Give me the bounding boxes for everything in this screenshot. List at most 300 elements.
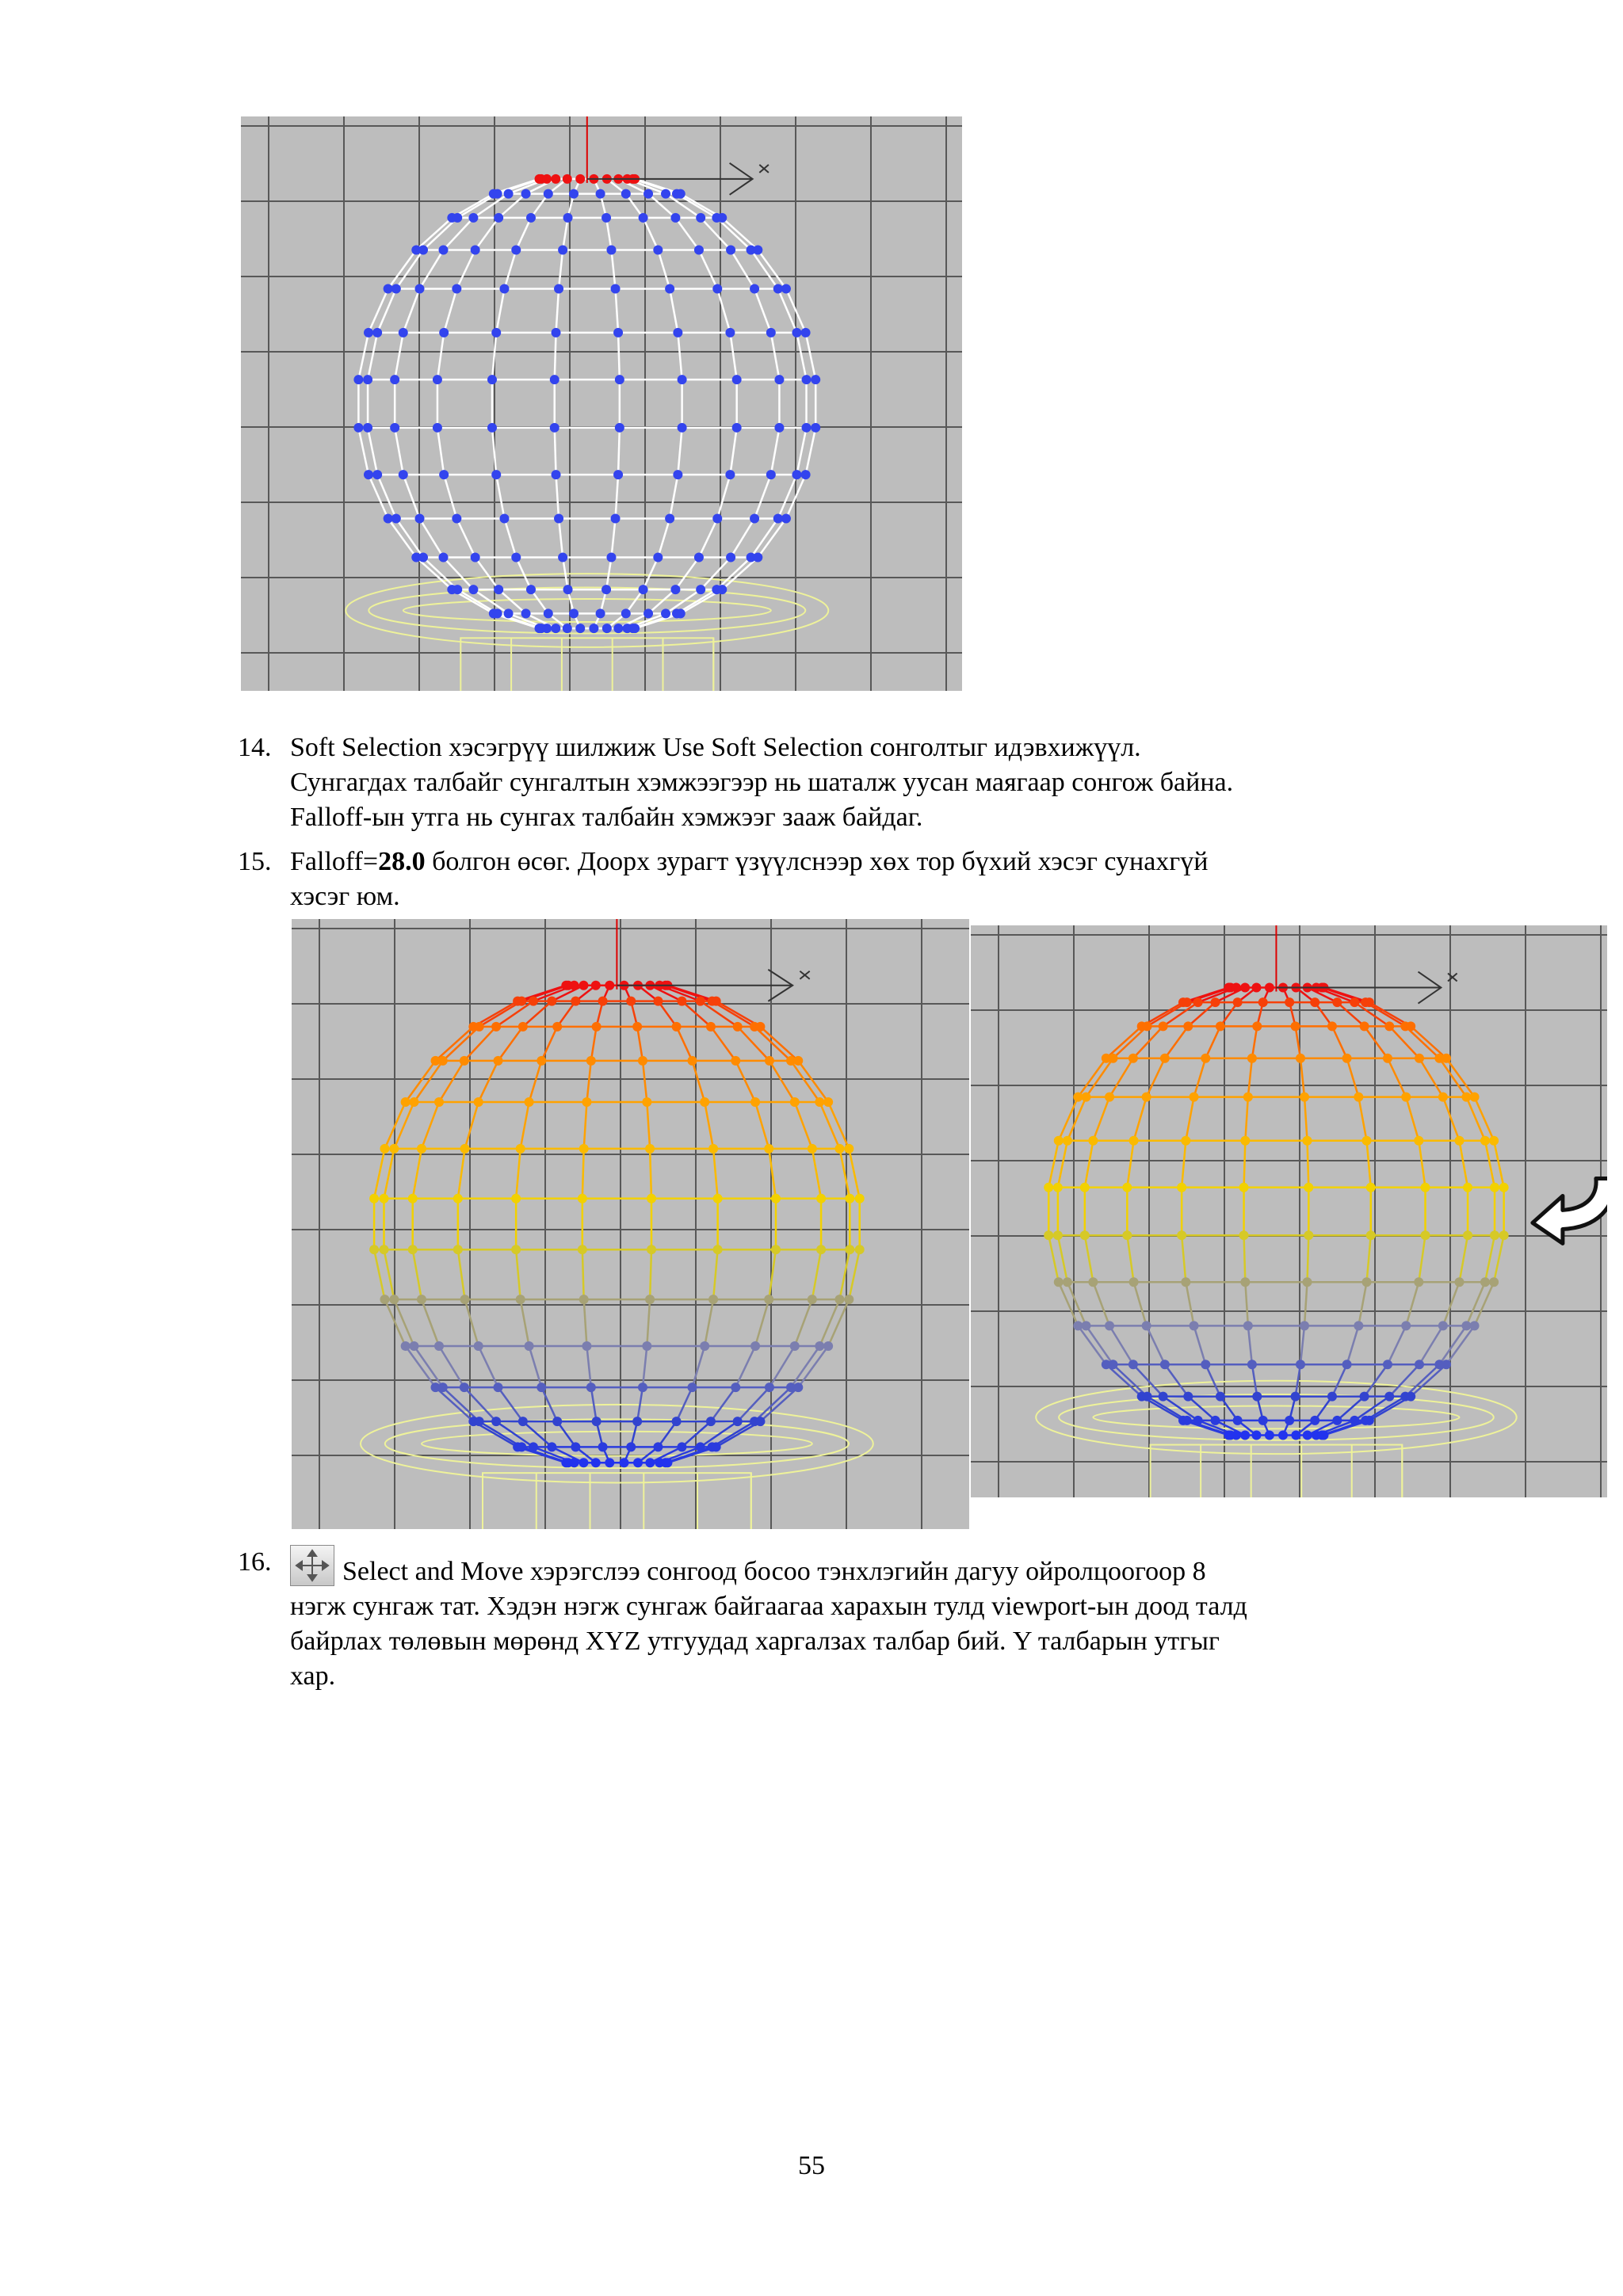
vertex-point [712,997,721,1006]
vertex-point [801,328,811,338]
vertex-point [1415,1360,1424,1369]
vertex-point [792,470,801,479]
vertex-point [653,245,663,254]
vertex-point [771,1194,781,1203]
vertex-point [439,328,449,338]
vertex-point [1063,1136,1072,1146]
vertex-point [811,423,820,433]
vertex-point [643,189,653,199]
vertex-point [582,1097,591,1107]
vertex-point [563,213,573,223]
vertex-point [1490,1183,1499,1192]
vertex-point [1303,1277,1312,1287]
vertex-point [712,284,722,294]
vertex-point [632,1417,642,1426]
vertex-point [653,553,663,563]
vertex-point [613,624,623,633]
vertex-point [706,1417,716,1426]
vertex-point [725,470,735,479]
vertex-point [1182,1416,1192,1425]
vertex-point [1053,1230,1063,1240]
vertex-point [1239,1183,1249,1192]
vertex-point [1216,1392,1225,1402]
vertex-point [1243,1321,1253,1330]
vertex-point [1190,1093,1199,1102]
vertex-point [1415,1054,1424,1063]
vertex-point [579,981,588,990]
vertex-point [591,1458,601,1467]
vertex-point [1243,1093,1253,1102]
vertex-point [1252,1021,1262,1031]
vertex-point [677,997,686,1006]
vertex-point [1193,1416,1203,1425]
vertex-point [1327,1392,1337,1402]
vertex-point [816,1245,826,1254]
vertex-point [525,1341,534,1351]
vertex-point [491,470,501,479]
vertex-point [1360,1392,1369,1402]
vertex-point [379,1194,388,1203]
vertex-point [1240,983,1250,993]
vertex-point [1182,997,1192,1007]
vertex-point [511,1194,521,1203]
vertex-point [687,1383,697,1392]
vertex-point [1463,1183,1472,1192]
vertex-point [855,1194,865,1203]
vertex-point [1383,1360,1392,1369]
falloff-value: 28.0 [378,847,426,876]
vertex-point [1044,1183,1053,1192]
vertex-point [661,608,670,618]
vertex-point [1480,1136,1490,1146]
vertex-point [475,1022,484,1032]
vertex-point [494,1383,503,1392]
vertex-point [575,174,585,184]
vertex-point [731,1056,740,1066]
vertex-point [1384,1392,1394,1402]
vertex-point [653,1442,663,1451]
vertex-point [1442,1054,1451,1063]
vertex-point [815,1341,824,1351]
vertex-point [363,423,372,433]
vertex-point [694,245,704,254]
vertex-point [1310,997,1319,1007]
vertex-point [834,1295,844,1304]
vertex-point [558,245,567,254]
vertex-point [592,1417,601,1426]
vertex-point [1258,1416,1268,1425]
vertex-point [1304,1183,1313,1192]
vertex-point [598,1442,608,1451]
vertex-point [678,375,687,384]
vertex-point [1190,1321,1199,1330]
vertex-point [1160,1054,1170,1063]
vertex-point [605,1458,614,1467]
vertex-point [1252,1392,1262,1402]
vertex-point [434,1341,444,1351]
vertex-point [606,553,616,563]
vertex-point [733,1417,743,1426]
vertex-point [1360,1021,1369,1031]
vertex-point [696,1442,705,1451]
vertex-point [474,1341,483,1351]
vertex-point [601,585,611,594]
vertex-point [380,1144,389,1154]
vertex-point [399,470,408,479]
vertex-point [401,1341,411,1351]
vertex-point [1401,1093,1411,1102]
vertex-point [1080,1183,1090,1192]
vertex-point [1296,1360,1305,1369]
vertex-point [415,284,425,294]
vertex-point [511,245,521,254]
vertex-point [1251,1430,1261,1440]
vertex-point [808,1144,817,1154]
vertex-point [771,1245,781,1254]
vertex-point [1081,1093,1090,1102]
vertex-point [516,1144,525,1154]
vertex-point [494,585,503,594]
vertex-point [1211,997,1220,1007]
vertex-point [453,213,462,223]
vertex-point [670,213,680,223]
vertex-point [677,1442,686,1451]
vertex-point [438,1056,448,1066]
vertex-point [755,1022,765,1032]
vertex-point [653,997,663,1006]
vertex-point [645,1458,655,1467]
vertex-point [815,1097,824,1107]
vertex-point [1278,1430,1288,1440]
vertex-point [379,1245,388,1254]
vertex-point [494,1056,503,1066]
vertex-point [801,470,811,479]
vertex-point [453,1245,463,1254]
step-text-line: нэгж сунгаж тат. Хэдэн нэгж сунгаж байгаагаа харахын тулд viewport-ын доод талд [290,1592,1247,1621]
vertex-point [1291,1021,1300,1031]
vertex-point [493,189,502,199]
vertex-point [552,1417,562,1426]
vertex-point [460,1056,469,1066]
vertex-point [418,553,428,563]
vertex-point [575,624,585,633]
vertex-point [670,585,680,594]
vertex-point [542,624,552,633]
vertex-point [1054,1277,1064,1287]
vertex-point [676,608,685,618]
vertex-point [793,1056,803,1066]
vertex-point [578,1194,587,1203]
vertex-point [579,1458,588,1467]
vertex-point [526,213,536,223]
vertex-point [1421,1183,1430,1192]
vertex-point [1366,1230,1376,1240]
vertex-point [1193,997,1203,1007]
vertex-point [1354,1093,1363,1102]
vertex-point [550,375,559,384]
vertex-point [504,608,514,618]
vertex-point [389,1295,399,1304]
vertex-point [494,213,503,223]
vertex-point [678,423,687,433]
vertex-point [1489,1277,1499,1287]
vertex-point [802,375,812,384]
vertex-point [1310,1416,1319,1425]
vertex-point [1455,1277,1465,1287]
vertex-point [764,1144,773,1154]
vertex-point [621,608,631,618]
figure-sphere-soft-selection-falloff-drawing [292,919,969,1529]
vertex-point [1143,1021,1152,1031]
vertex-point [1128,1054,1138,1063]
step-number: 14. [238,733,272,762]
vertex-point [452,514,461,524]
vertex-point [551,174,560,184]
vertex-point [364,470,373,479]
vertex-point [1063,1277,1072,1287]
vertex-point [1463,1230,1472,1240]
vertex-point [544,189,553,199]
step-text-line: Сунгагдах талбайг сунгалтын хэмжээгээр нь шаталж уусан маягаар сонгож байна. [290,768,1234,797]
vertex-point [1258,997,1268,1007]
vertex-point [1054,1136,1064,1146]
vertex-point [353,375,363,384]
vertex-point [1105,1093,1114,1102]
vertex-point [372,328,382,338]
vertex-point [1366,1183,1376,1192]
vertex-point [645,1295,655,1304]
vertex-point [504,189,514,199]
vertex-point [766,470,776,479]
vertex-point [1239,1230,1249,1240]
vertex-point [491,1417,501,1426]
vertex-point [517,1442,526,1451]
vertex-point [521,189,531,199]
vertex-point [696,585,705,594]
vertex-point [511,553,521,563]
vertex-point [626,1442,636,1451]
vertex-point [753,553,762,563]
vertex-point [750,514,759,524]
vertex-point [676,189,685,199]
vertex-point [665,514,674,524]
vertex-point [399,328,408,338]
vertex-point [363,375,372,384]
vertex-point [802,423,812,433]
vertex-point [1201,1360,1210,1369]
vertex-point [1291,1392,1300,1402]
vertex-point [611,514,621,524]
vertex-point [613,470,623,479]
step-number: 16. [238,1547,272,1577]
figure-sphere-selected-vertices-drawing [241,116,962,691]
vertex-point [1362,1136,1372,1146]
vertex-point [665,284,674,294]
vertex-point [708,1295,718,1304]
vertex-point [706,1022,716,1032]
vertex-point [638,1056,647,1066]
vertex-point [1159,1021,1168,1031]
vertex-point [638,1383,647,1392]
vertex-point [1304,1230,1313,1240]
vertex-point [1470,1321,1480,1330]
vertex-point [563,585,573,594]
vertex-point [626,997,636,1006]
vertex-point [550,423,559,433]
vertex-point [1300,1321,1309,1330]
vertex-point [438,245,448,254]
vertex-point [606,245,616,254]
vertex-point [439,470,449,479]
vertex-point [1384,1021,1394,1031]
vertex-point [1122,1230,1132,1240]
vertex-point [1240,1277,1250,1287]
vertex-point [417,1144,426,1154]
vertex-point [487,375,497,384]
vertex-point [1303,1430,1312,1440]
vertex-point [639,585,648,594]
vertex-point [433,375,442,384]
vertex-point [571,1442,580,1451]
vertex-point [713,1194,723,1203]
vertex-point [647,1245,656,1254]
move-arrows-icon [290,1545,334,1586]
vertex-point [1401,1321,1411,1330]
vertex-point [1080,1230,1090,1240]
vertex-point [372,470,382,479]
vertex-point [551,624,560,633]
vertex-point [353,423,363,433]
vertex-point [621,189,631,199]
vertex-point [750,1097,760,1107]
vertex-point [790,1341,800,1351]
vertex-point [438,1383,448,1392]
vertex-point [1129,1136,1139,1146]
vertex-point [1406,1392,1415,1402]
vertex-point [552,470,561,479]
vertex-point [601,213,611,223]
vertex-point [1455,1136,1465,1146]
vertex-point [1233,1416,1243,1425]
vertex-point [1296,1054,1305,1063]
vertex-point [1129,1277,1139,1287]
vertex-point [1490,1230,1499,1240]
vertex-point [1438,1093,1448,1102]
vertex-point [1332,1416,1342,1425]
step-text-line: Falloff-ын утга нь сунгах талбайн хэмжээг зааж байдаг. [290,803,923,832]
vertex-point [672,1417,682,1426]
vertex-point [598,997,608,1006]
vertex-point [570,1458,579,1467]
vertex-point [700,1097,709,1107]
vertex-point [708,1144,718,1154]
vertex-point [823,1097,833,1107]
vertex-point [487,423,497,433]
figure-sphere-selected-vertices [241,116,962,691]
vertex-point [1265,1430,1274,1440]
vertex-point [563,174,572,184]
vertex-point [1128,1360,1138,1369]
vertex-point [391,284,401,294]
vertex-point [1177,1230,1186,1240]
vertex-point [790,1097,800,1107]
vertex-point [471,553,480,563]
vertex-point [1362,1277,1372,1287]
vertex-point [1414,1136,1423,1146]
vertex-point [390,423,399,433]
vertex-point [547,1442,556,1451]
vertex-point [732,375,742,384]
vertex-point [1442,1360,1451,1369]
vertex-point [1053,1183,1063,1192]
vertex-point [1109,1054,1118,1063]
vertex-point [774,375,784,384]
vertex-point [1216,1021,1225,1031]
vertex-point [1088,1277,1098,1287]
vertex-point [615,423,624,433]
vertex-point [569,189,579,199]
vertex-point [781,514,791,524]
vertex-point [1122,1183,1132,1192]
vertex-point [537,1056,546,1066]
vertex-point [521,608,531,618]
vertex-point [766,328,776,338]
vertex-point [642,1341,651,1351]
vertex-point [401,1097,411,1107]
vertex-point [696,997,705,1006]
vertex-point [1233,997,1243,1007]
vertex-point [663,1458,672,1467]
vertex-point [579,1295,589,1304]
vertex-point [823,1341,833,1351]
vertex-point [811,375,820,384]
vertex-point [582,1341,591,1351]
vertex-point [855,1245,865,1254]
vertex-point [687,1056,697,1066]
vertex-point [642,1097,651,1107]
vertex-point [1285,997,1294,1007]
vertex-point [645,1144,655,1154]
step-number: 15. [238,847,272,876]
vertex-point [586,1383,596,1392]
vertex-point [516,1295,525,1304]
vertex-point [390,375,399,384]
vertex-point [845,1245,854,1254]
vertex-point [591,981,601,990]
vertex-point [1499,1230,1509,1240]
vertex-point [1183,1021,1193,1031]
vertex-point [415,514,425,524]
vertex-point [1342,1360,1352,1369]
vertex-point [717,213,727,223]
vertex-point [1499,1183,1509,1192]
step-text-line [290,1545,1590,1589]
step-text: Select and Move хэрэгслээ сонгоод босоо тэнхлэгийн дагуу ойролцоогоор 8 [342,1557,1206,1586]
vertex-point [713,1245,723,1254]
vertex-point [844,1295,854,1304]
vertex-point [1332,997,1342,1007]
vertex-point [647,1194,656,1203]
vertex-point [1160,1360,1170,1369]
vertex-point [547,997,556,1006]
figure-sphere-soft-selection-falloff [292,919,969,1529]
vertex-point [696,213,705,223]
vertex-point [460,1383,469,1392]
vertex-point [586,1056,596,1066]
vertex-point [613,328,623,338]
vertex-point [1143,1392,1152,1402]
vertex-point [369,1245,379,1254]
